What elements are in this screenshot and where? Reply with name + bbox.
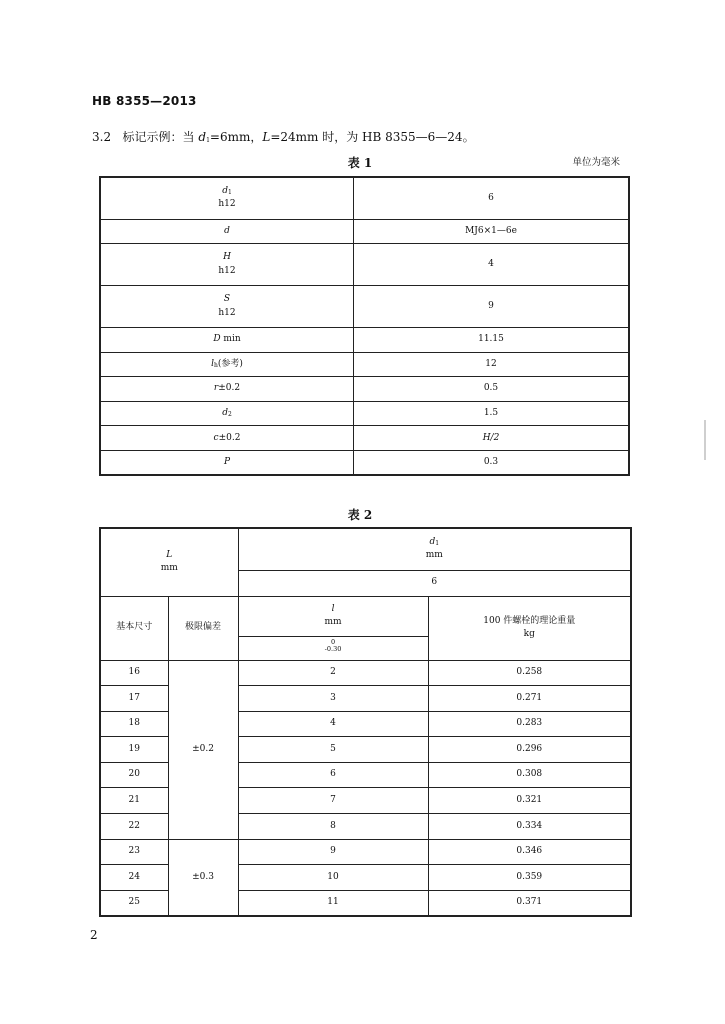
table1-param-cell xyxy=(100,377,354,402)
weight-value-cell: 0.283 xyxy=(428,711,631,737)
clause-lead: 标记示例：当 xyxy=(122,130,199,144)
weight-value-cell: 0.308 xyxy=(428,762,631,788)
table1-param-cell xyxy=(100,426,354,451)
param-symbol: H xyxy=(223,252,231,263)
param-suffix: ±0.2 xyxy=(218,383,241,394)
l-tol-upper: 0 xyxy=(330,638,336,647)
basic-size-cell: 17 xyxy=(100,686,168,712)
param-suffix: min xyxy=(220,334,241,345)
table1-row xyxy=(100,401,629,426)
table1-param-cell xyxy=(100,451,354,476)
param-symbol: c xyxy=(213,432,219,443)
basic-size-cell: 20 xyxy=(100,762,168,788)
table1-title: 表 1 xyxy=(347,156,373,170)
param-symbol: d xyxy=(222,407,228,418)
table1-param-cell xyxy=(100,401,354,426)
scan-edge-mark xyxy=(704,420,706,460)
l-symbol: l xyxy=(331,603,335,614)
table1-value-cell: 4 xyxy=(354,244,630,286)
table1-value-cell: 12 xyxy=(354,352,630,377)
param-symbol: d xyxy=(224,225,230,236)
param-subscript: 1 xyxy=(227,188,232,196)
weight-value-cell: 0.359 xyxy=(428,865,631,891)
table1-unit-note: 单位为毫米 xyxy=(572,157,620,168)
param-symbol: S xyxy=(223,294,231,305)
table1-value-cell: 9 xyxy=(354,286,630,328)
page-number: 2 xyxy=(90,928,98,942)
weight-value-cell: 0.371 xyxy=(428,890,631,916)
table2-row xyxy=(100,660,631,686)
d1-unit: mm xyxy=(425,550,443,561)
l-value-cell: 10 xyxy=(238,865,428,891)
basic-size-cell: 21 xyxy=(100,788,168,814)
weight-value-cell: 0.271 xyxy=(428,686,631,712)
document-header: HB 8355—2013 xyxy=(92,94,197,108)
weight-value-cell: 0.321 xyxy=(428,788,631,814)
l-header xyxy=(238,596,428,636)
table1-row xyxy=(100,352,629,377)
clause-d-subscript: 1 xyxy=(206,137,210,144)
basic-size-cell: 19 xyxy=(100,737,168,763)
weight-value-cell: 0.334 xyxy=(428,814,631,840)
basic-size-cell: 25 xyxy=(100,890,168,916)
limit-deviation-cell: ±0.2 xyxy=(168,660,238,839)
weight-value-cell: 0.296 xyxy=(428,737,631,763)
table1-param-cell xyxy=(100,328,354,353)
table1-param-cell xyxy=(100,219,354,244)
basic-size-cell: 24 xyxy=(100,865,168,891)
l-value-cell: 6 xyxy=(238,762,428,788)
basic-size-cell: 16 xyxy=(100,660,168,686)
l-value-cell: 7 xyxy=(238,788,428,814)
table1-row xyxy=(100,426,629,451)
length-weight-table xyxy=(99,527,632,917)
limit-deviation-cell: ±0.3 xyxy=(168,839,238,916)
table1-param-cell xyxy=(100,244,354,286)
l-value-cell: 4 xyxy=(238,711,428,737)
l-value-cell: 2 xyxy=(238,660,428,686)
table1-value-cell: 1.5 xyxy=(354,401,630,426)
clause-d-equals: =6mm， xyxy=(209,130,263,144)
weight-unit: kg xyxy=(523,629,535,639)
L-header xyxy=(100,528,238,596)
col-limit-deviation: 极限偏差 xyxy=(168,596,238,660)
dimension-table xyxy=(99,176,630,476)
table1-value-cell: 0.3 xyxy=(354,451,630,476)
table1-value-cell: 6 xyxy=(354,177,630,219)
param-tolerance: h12 xyxy=(218,307,236,318)
l-value-cell: 5 xyxy=(238,737,428,763)
table1-value-cell: MJ6×1—6e xyxy=(354,219,630,244)
table1-row xyxy=(100,377,629,402)
table1-row xyxy=(100,328,629,353)
table2-row xyxy=(100,839,631,865)
param-subscript: 2 xyxy=(227,410,232,418)
weight-value-cell: 0.258 xyxy=(428,660,631,686)
marking-example-clause xyxy=(92,128,475,145)
l-value-cell: 11 xyxy=(238,890,428,916)
param-symbol: P xyxy=(223,456,231,467)
l-unit: mm xyxy=(324,617,342,627)
table2-title: 表 2 xyxy=(347,508,373,522)
l-tol-lower: -0.30 xyxy=(324,645,342,654)
table1-param-cell xyxy=(100,286,354,328)
clause-l-symbol: L xyxy=(262,130,271,144)
param-symbol: r xyxy=(213,383,219,394)
L-unit: mm xyxy=(160,563,178,574)
weight-header xyxy=(428,596,631,660)
L-symbol: L xyxy=(166,549,173,560)
param-suffix: (参考) xyxy=(217,358,243,369)
col-basic-size: 基本尺寸 xyxy=(100,596,168,660)
table1-value-cell: 0.5 xyxy=(354,377,630,402)
table1-row xyxy=(100,244,629,286)
d1-subscript: 1 xyxy=(435,539,440,547)
param-suffix: ±0.2 xyxy=(218,432,241,443)
basic-size-cell: 22 xyxy=(100,814,168,840)
table1-row xyxy=(100,286,629,328)
table1-row xyxy=(100,219,629,244)
clause-l-equals: =24mm 时，为 HB 8355—6—24。 xyxy=(270,130,475,144)
weight-label: 100 件螺栓的理论重量 xyxy=(483,615,576,626)
param-subscript: h xyxy=(213,361,218,369)
param-symbol: D xyxy=(213,334,221,345)
param-symbol: d xyxy=(222,185,228,196)
l-value-cell: 3 xyxy=(238,686,428,712)
table1-param-cell xyxy=(100,352,354,377)
table1-row xyxy=(100,451,629,476)
l-tolerance xyxy=(238,636,428,660)
basic-size-cell: 23 xyxy=(100,839,168,865)
table1-value-cell: 11.15 xyxy=(354,328,630,353)
table1-param-cell xyxy=(100,177,354,219)
param-tolerance: h12 xyxy=(218,265,236,276)
l-value-cell: 9 xyxy=(238,839,428,865)
d1-symbol: d xyxy=(429,536,436,547)
param-symbol: l xyxy=(211,358,214,369)
d1-header xyxy=(238,528,631,570)
clause-number: 3.2 xyxy=(92,130,112,144)
table1-value-cell: H/2 xyxy=(354,426,630,451)
clause-d-symbol: d xyxy=(198,130,207,144)
weight-value-cell: 0.346 xyxy=(428,839,631,865)
table1-row xyxy=(100,177,629,219)
d1-value: 6 xyxy=(238,570,631,596)
l-value-cell: 8 xyxy=(238,814,428,840)
param-tolerance: h12 xyxy=(218,199,236,210)
basic-size-cell: 18 xyxy=(100,711,168,737)
